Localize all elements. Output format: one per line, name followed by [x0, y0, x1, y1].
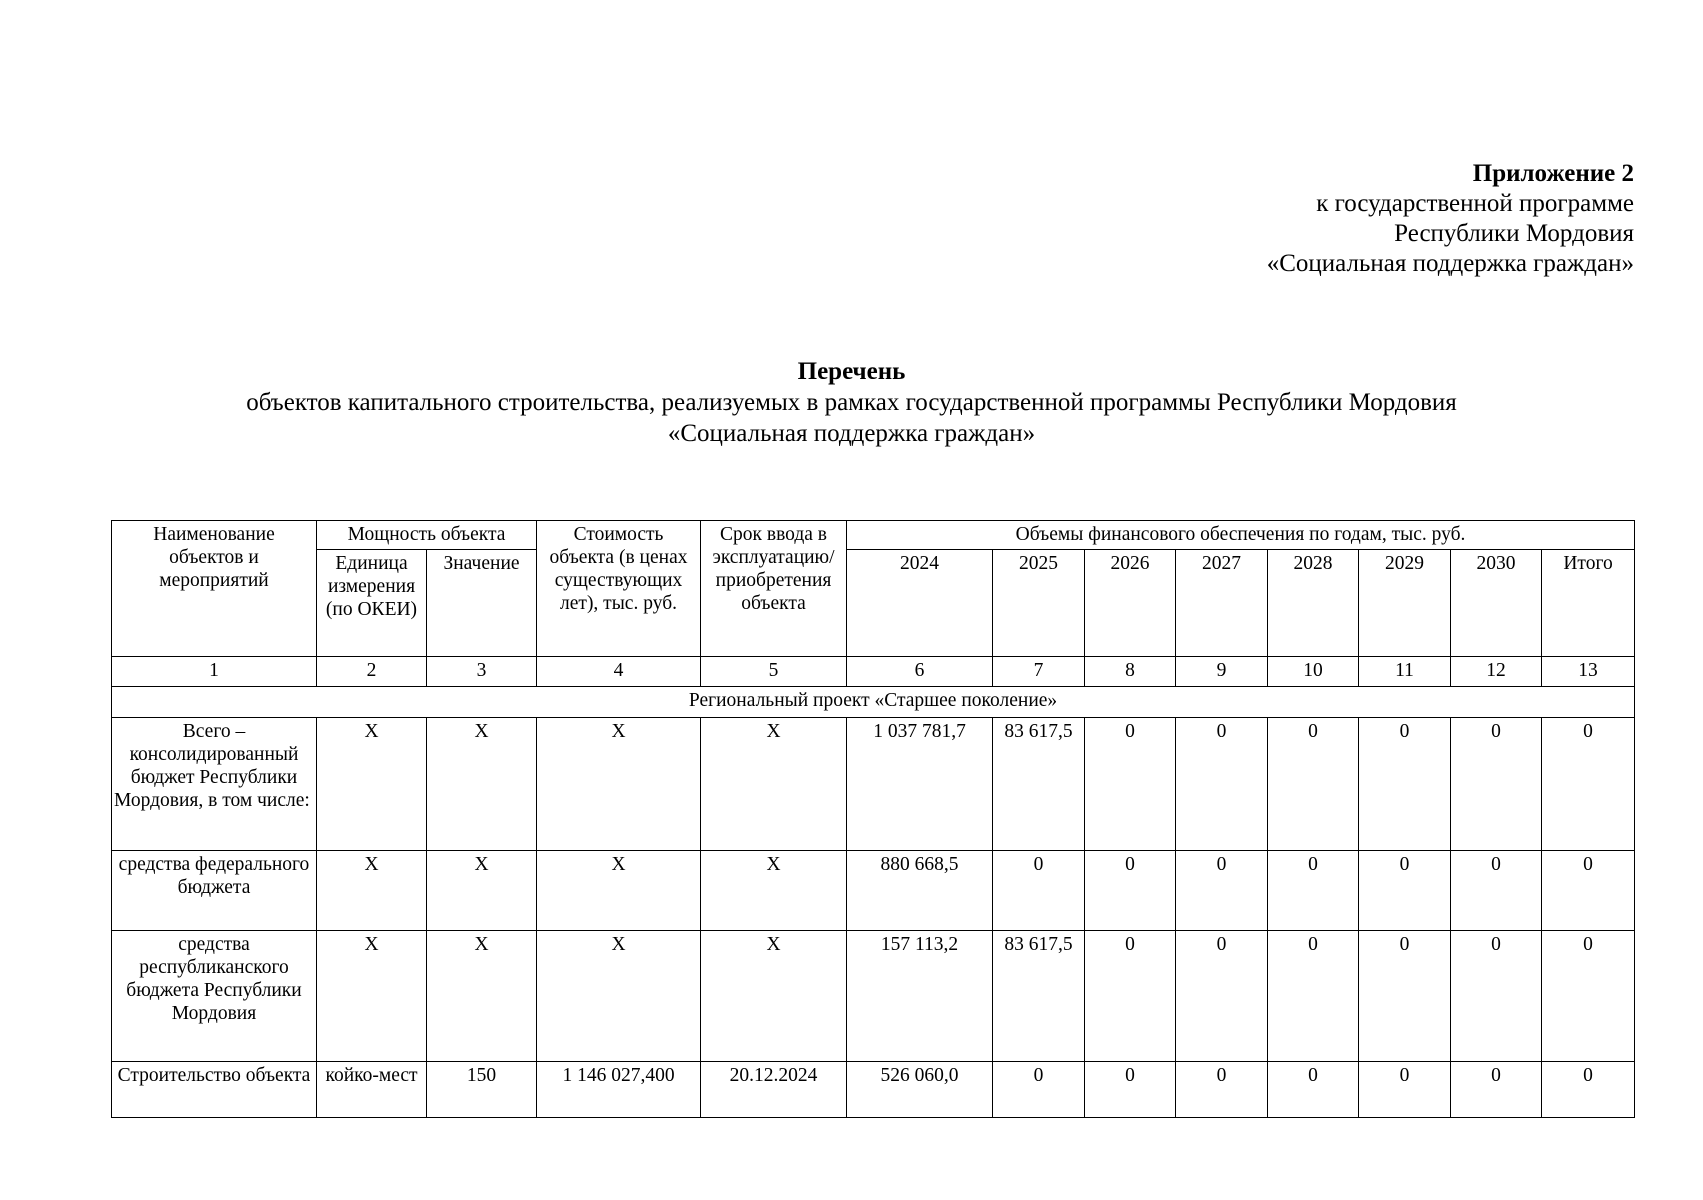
table-cell: 880 668,5: [847, 851, 993, 931]
document-subtitle: «Социальная поддержка граждан»: [667, 420, 1036, 447]
table-cell: 0: [1542, 1062, 1635, 1118]
table-cell: 0: [1176, 1062, 1268, 1118]
appendix-title: Приложение 2: [1472, 160, 1634, 187]
table-cell: X: [537, 851, 701, 931]
header-year: 2026: [1085, 550, 1176, 657]
table-cell: X: [537, 931, 701, 1062]
header-year: 2030: [1451, 550, 1542, 657]
header-cost: Стоимость объекта (в ценах существующих лет), тыс. руб.: [537, 521, 701, 657]
table-cell: 0: [993, 851, 1085, 931]
column-number: 13: [1542, 657, 1635, 687]
table-cell: 0: [1542, 931, 1635, 1062]
table-cell: 526 060,0: [847, 1062, 993, 1118]
header-name: Наименование объектов и мероприятий: [112, 521, 317, 657]
column-number: 8: [1085, 657, 1176, 687]
section-title: Региональный проект «Старшее поколение»: [112, 687, 1635, 718]
table-cell: X: [317, 931, 427, 1062]
table-cell: 0: [1085, 1062, 1176, 1118]
header-year: 2029: [1359, 550, 1451, 657]
table-row: [112, 718, 1635, 851]
header-year: 2027: [1176, 550, 1268, 657]
table-cell: 0: [1176, 931, 1268, 1062]
table-cell: 0: [1451, 851, 1542, 931]
row-name: средства федерального бюджета: [112, 851, 317, 931]
table-cell: 0: [1451, 1062, 1542, 1118]
table-cell: 0: [1359, 1062, 1451, 1118]
header-term: Срок ввода в эксплуатацию/ приобретения объекта: [701, 521, 847, 657]
table-cell: 0: [1268, 718, 1359, 851]
table-cell: койко-мест: [317, 1062, 427, 1118]
table-cell: 0: [1542, 718, 1635, 851]
table-cell: 0: [1085, 851, 1176, 931]
table-cell: 0: [1359, 851, 1451, 931]
column-number: 10: [1268, 657, 1359, 687]
table-cell: 83 617,5: [993, 931, 1085, 1062]
table-row: [112, 851, 1635, 931]
table-row: [112, 1062, 1635, 1118]
column-number: 11: [1359, 657, 1451, 687]
column-number: 3: [427, 657, 537, 687]
header-year: 2025: [993, 550, 1085, 657]
table-row: [112, 931, 1635, 1062]
column-number: 2: [317, 657, 427, 687]
table-cell: 0: [1176, 851, 1268, 931]
table-cell: X: [427, 718, 537, 851]
table-cell: X: [427, 931, 537, 1062]
table-cell: X: [317, 851, 427, 931]
document-title: Перечень: [797, 358, 906, 385]
column-number: 6: [847, 657, 993, 687]
table-cell: 0: [1085, 718, 1176, 851]
column-number-row: [112, 657, 1635, 687]
table-cell: 150: [427, 1062, 537, 1118]
header-total: Итого: [1542, 550, 1635, 657]
header-funding: Объемы финансового обеспечения по годам, тыс. руб.: [847, 521, 1635, 550]
table-cell: 0: [993, 1062, 1085, 1118]
header-year: 2024: [847, 550, 993, 657]
table-cell: 1 146 027,400: [537, 1062, 701, 1118]
table-cell: 0: [1359, 931, 1451, 1062]
table-cell: 0: [1451, 931, 1542, 1062]
appendix-line: «Социальная поддержка граждан»: [1266, 250, 1634, 277]
document-heading: [0, 356, 1703, 449]
table-cell: X: [317, 718, 427, 851]
header-unit: Единица измерения (по ОКЕИ): [317, 550, 427, 657]
header-capacity: Мощность объекта: [317, 521, 537, 550]
table-cell: 0: [1268, 851, 1359, 931]
column-number: 9: [1176, 657, 1268, 687]
table-cell: 83 617,5: [993, 718, 1085, 851]
column-number: 4: [537, 657, 701, 687]
column-number: 7: [993, 657, 1085, 687]
table-cell: 0: [1085, 931, 1176, 1062]
capital-construction-table: [111, 520, 1635, 1118]
table-cell: 0: [1542, 851, 1635, 931]
table-cell: 0: [1268, 931, 1359, 1062]
table-cell: 1 037 781,7: [847, 718, 993, 851]
column-number: 5: [701, 657, 847, 687]
appendix-line: к государственной программе: [1316, 190, 1634, 217]
document-subtitle: объектов капитального строительства, реализуемых в рамках государственной программы Республики Мордовия: [246, 389, 1457, 416]
table-cell: X: [701, 851, 847, 931]
header-value: Значение: [427, 550, 537, 657]
table-cell: 20.12.2024: [701, 1062, 847, 1118]
header-year: 2028: [1268, 550, 1359, 657]
appendix-line: Республики Мордовия: [1394, 220, 1634, 247]
column-number: 1: [112, 657, 317, 687]
appendix-block: [1267, 159, 1634, 279]
row-name: Строительство объекта: [112, 1062, 317, 1118]
row-name: средства республиканского бюджета Республики Мордовия: [112, 931, 317, 1062]
row-name: Всего – консолидированный бюджет Республики Мордовия, в том числе:: [112, 718, 317, 851]
table-cell: 0: [1268, 1062, 1359, 1118]
column-number: 12: [1451, 657, 1542, 687]
table-cell: 157 113,2: [847, 931, 993, 1062]
table-cell: 0: [1176, 718, 1268, 851]
table-cell: X: [537, 718, 701, 851]
table-cell: X: [427, 851, 537, 931]
table-cell: X: [701, 718, 847, 851]
table-cell: 0: [1359, 718, 1451, 851]
table-cell: 0: [1451, 718, 1542, 851]
table-cell: X: [701, 931, 847, 1062]
